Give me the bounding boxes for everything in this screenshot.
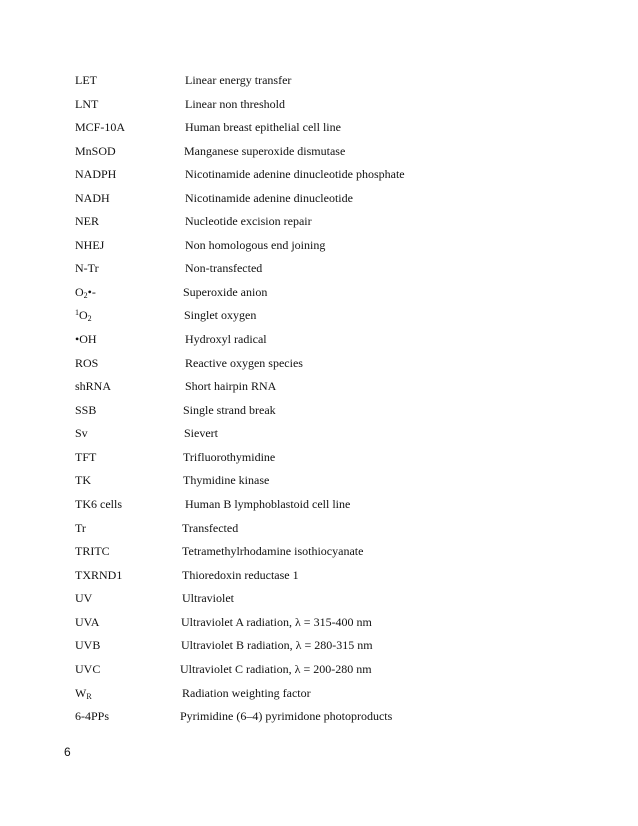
abbreviation-term: Tr xyxy=(75,521,86,535)
term-subscript: 2 xyxy=(83,291,88,300)
abbreviation-definition: Nicotinamide adenine dinucleotide xyxy=(185,191,353,205)
abbreviation-term: Sv xyxy=(75,426,88,440)
abbreviation-term: TRITC xyxy=(75,544,110,558)
abbreviation-row-nadh xyxy=(0,188,638,208)
abbreviation-definition: Radiation weighting factor xyxy=(182,686,311,700)
abbreviation-definition: Nucleotide excision repair xyxy=(185,214,312,228)
abbreviation-definition: Pyrimidine (6–4) pyrimidone photoproducts xyxy=(180,709,393,723)
abbreviation-row-uva xyxy=(0,612,638,632)
abbreviation-definition: Non-transfected xyxy=(185,261,263,275)
abbreviation-row-n-tr xyxy=(0,258,638,278)
abbreviation-row-shrna xyxy=(0,376,638,396)
abbreviation-row-ssb xyxy=(0,400,638,420)
abbreviation-term: LET xyxy=(75,73,97,87)
term-subscript: 2 xyxy=(87,314,92,323)
abbreviation-definition: Nicotinamide adenine dinucleotide phosphate xyxy=(185,167,405,181)
abbreviation-term: shRNA xyxy=(75,379,112,393)
abbreviation-definition: Linear non threshold xyxy=(185,97,285,111)
abbreviation-row-ner xyxy=(0,211,638,231)
abbreviation-term: TK6 cells xyxy=(75,497,122,511)
abbreviation-row-singlet-oxygen xyxy=(0,305,638,325)
abbreviation-term: NADH xyxy=(75,191,110,205)
abbreviation-term: NHEJ xyxy=(75,238,105,252)
abbreviation-definition: Sievert xyxy=(184,426,218,440)
abbreviation-term: SSB xyxy=(75,403,97,417)
abbreviation-row-txrnd1 xyxy=(0,565,638,585)
abbreviation-term: MnSOD xyxy=(75,144,116,158)
abbreviation-row-tritc xyxy=(0,541,638,561)
abbreviation-definition: Ultraviolet xyxy=(182,591,234,605)
abbreviation-row-uvc xyxy=(0,659,638,679)
abbreviation-definition: Thymidine kinase xyxy=(183,473,270,487)
abbreviation-row-sv xyxy=(0,423,638,443)
abbreviation-definition: Human B lymphoblastoid cell line xyxy=(185,497,351,511)
abbreviation-term: LNT xyxy=(75,97,99,111)
abbreviation-definition: Ultraviolet A radiation, λ = 315-400 nm xyxy=(181,615,372,629)
abbreviation-definition: Linear energy transfer xyxy=(185,73,292,87)
abbreviation-term: TK xyxy=(75,473,91,487)
term-superscript: 1 xyxy=(75,308,79,317)
abbreviation-definition: Manganese superoxide dismutase xyxy=(184,144,346,158)
abbreviation-row-nadph xyxy=(0,164,638,184)
abbreviation-definition: Superoxide anion xyxy=(183,285,268,299)
abbreviation-definition: Human breast epithelial cell line xyxy=(185,120,341,134)
abbreviation-term xyxy=(75,305,92,325)
abbreviation-row-tft xyxy=(0,447,638,467)
abbreviation-row-tk xyxy=(0,470,638,490)
abbreviation-definition: Transfected xyxy=(182,521,239,535)
abbreviation-term: MCF-10A xyxy=(75,120,126,134)
term-base: O xyxy=(75,285,84,299)
abbreviation-term: NER xyxy=(75,214,99,228)
abbreviation-definition: Thioredoxin reductase 1 xyxy=(182,568,299,582)
abbreviation-row-nhej xyxy=(0,235,638,255)
abbreviation-row-hydroxyl xyxy=(0,329,638,349)
term-base: O xyxy=(79,308,88,322)
abbreviation-term: ROS xyxy=(75,356,99,370)
abbreviation-row-superoxide xyxy=(0,282,638,302)
abbreviation-term: 6-4PPs xyxy=(75,709,110,723)
abbreviation-definition: Tetramethylrhodamine isothiocyanate xyxy=(182,544,364,558)
abbreviation-term: TXRND1 xyxy=(75,568,123,582)
abbreviation-term: NADPH xyxy=(75,167,117,181)
abbreviation-definition: Reactive oxygen species xyxy=(185,356,303,370)
abbreviation-term: •OH xyxy=(75,332,97,346)
abbreviation-definition: Singlet oxygen xyxy=(184,308,257,322)
abbreviation-definition: Ultraviolet C radiation, λ = 200-280 nm xyxy=(180,662,372,676)
abbreviation-term: UVC xyxy=(75,662,101,676)
abbreviation-row-let xyxy=(0,70,638,90)
abbreviation-term: N-Tr xyxy=(75,261,99,275)
abbreviation-row-6-4pps xyxy=(0,706,638,726)
page-number: 6 xyxy=(64,745,71,759)
abbreviation-term xyxy=(75,282,96,302)
abbreviation-row-tr xyxy=(0,518,638,538)
abbreviation-definition: Short hairpin RNA xyxy=(185,379,277,393)
abbreviation-row-weighting-factor xyxy=(0,683,638,703)
term-subscript: R xyxy=(86,692,92,701)
abbreviation-definition: Single strand break xyxy=(183,403,276,417)
abbreviation-row-mcf-10a xyxy=(0,117,638,137)
abbreviation-term: UVB xyxy=(75,638,101,652)
abbreviation-definition: Ultraviolet B radiation, λ = 280-315 nm xyxy=(181,638,373,652)
abbreviation-definition: Hydroxyl radical xyxy=(185,332,267,346)
term-radical-suffix: •- xyxy=(87,285,96,299)
abbreviation-row-tk6-cells xyxy=(0,494,638,514)
abbreviation-row-ros xyxy=(0,353,638,373)
abbreviation-row-lnt xyxy=(0,94,638,114)
abbreviation-term xyxy=(75,683,92,703)
abbreviation-row-mnsod xyxy=(0,141,638,161)
abbreviation-term: UVA xyxy=(75,615,100,629)
abbreviation-term: TFT xyxy=(75,450,97,464)
term-base: W xyxy=(75,686,87,700)
abbreviation-definition: Trifluorothymidine xyxy=(183,450,276,464)
abbreviation-row-uv xyxy=(0,588,638,608)
abbreviation-term: UV xyxy=(75,591,93,605)
abbreviation-definition: Non homologous end joining xyxy=(185,238,326,252)
abbreviation-row-uvb xyxy=(0,635,638,655)
